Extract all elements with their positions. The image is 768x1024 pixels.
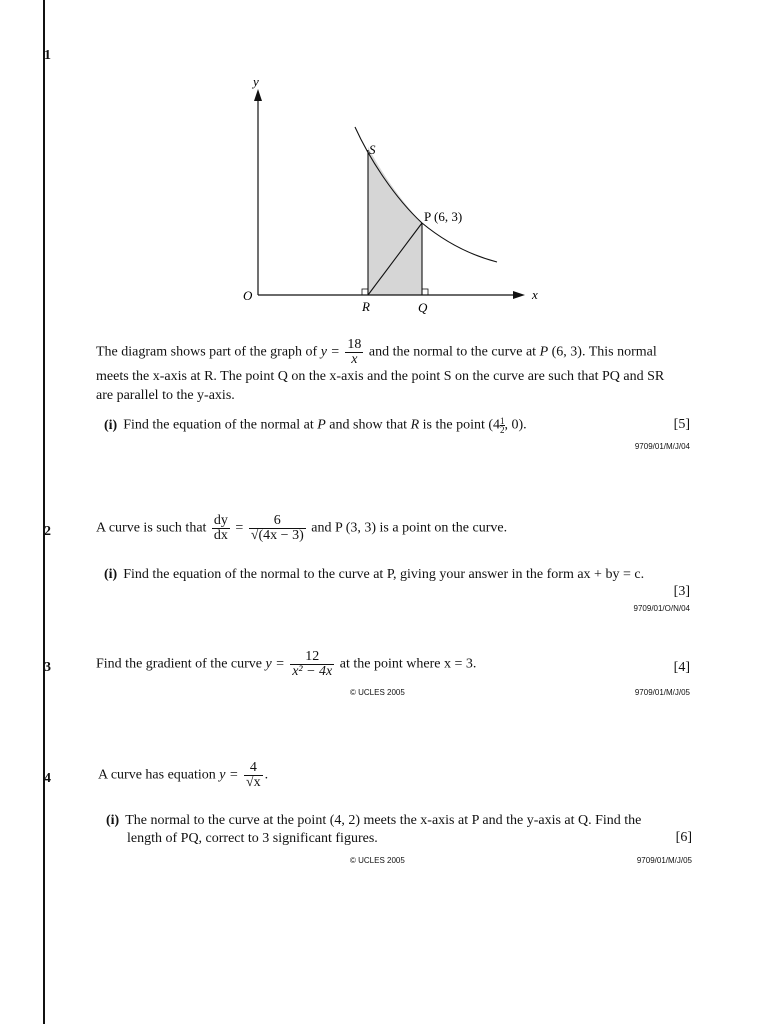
question-4-number: 4 [44,771,51,786]
question-1-number: 1 [44,48,51,63]
question-3-copyright: © UCLES 2005 [350,688,405,697]
question-1-diagram [235,70,555,320]
label-Q: Q [418,300,428,315]
y-axis-arrow [254,89,262,101]
label-R: R [362,299,370,314]
fraction-6-over-root: $\frac{6}{√(4x - 3)}$ [250,513,304,543]
fraction-18-over-x: $\frac{18}{x}$ [347,337,362,367]
question-4-part-i [106,812,692,848]
question-2-part-i: (i) Find the equation of the normal to the curve at P, giving your answer in the form ax + by = c. [104,567,645,582]
x-axis-arrow [513,291,525,299]
question-4-reference: 9709/01/M/J/05 [636,856,692,865]
question-4-part-i-line-1: (i) The normal to the curve at the point (4, 2) meets the x-axis at P and the y-axis at Q. Find the [106,813,642,828]
question-1-text [96,338,690,405]
label-x-axis: x [532,287,538,302]
fraction-4-over-root-x: $\frac{4}{√x}$ [245,760,261,790]
question-2-number: 2 [44,524,51,539]
label-P: P (6, 3) [424,209,463,224]
question-4-copyright: © UCLES 2005 [350,856,405,865]
page-margin-line [43,0,45,1024]
question-2-marks: [3] [673,584,690,599]
question-4-text: A curve has equation y = $\frac{4}{√x}$ . [98,760,269,790]
question-3-text: Find the gradient of the curve y = $\frac{12}{\text{x² − 4x}}$ at the point where x = 3. [96,649,477,679]
question-4-part-i-line-2: length of PQ, correct to 3 significant figures. [127,831,378,846]
shaded-region [368,147,422,295]
question-4-marks: [6] [675,830,692,845]
question-3-reference: 9709/01/M/J/05 [634,688,690,697]
question-1-part-i: (i) Find the equation of the normal at P and show that R is the point ($4\frac{1}{2}$ , 0). [104,416,527,435]
question-3-number: 3 [44,660,51,675]
question-1-line-3: are parallel to the y-axis. [96,388,235,403]
label-y-axis: y [253,74,259,89]
right-angle-Q [422,289,428,295]
fraction-12-over-quadratic: $\frac{12}{\text{x² − 4x}}$ [292,649,333,679]
question-2-reference: 9709/01/O/N/04 [633,604,690,613]
label-origin: O [243,288,253,303]
question-1-reference: 9709/01/M/J/04 [634,442,690,451]
question-3-marks: [4] [673,660,690,675]
question-2-text: A curve is such that $\frac{dy}{dx}$ = $\frac{6}{√(4x - 3)}$ and P (3, 3) is a point on the curve. [96,513,508,543]
right-angle-R [362,289,368,295]
label-S: S [369,142,376,157]
question-1-line-1: The diagram shows part of the graph of y = $\frac{18}{x}$ and the normal to the curve at P (6, 3). This normal [96,337,657,367]
question-1-marks: [5] [673,417,690,432]
fraction-one-half: $\frac{1}{2}$ [500,416,505,435]
question-1-line-2: meets the x-axis at R. The point Q on the x-axis and the point S on the curve are such that PQ and SR [96,369,665,384]
fraction-dy-dx: $\frac{dy}{dx}$ [213,513,228,543]
